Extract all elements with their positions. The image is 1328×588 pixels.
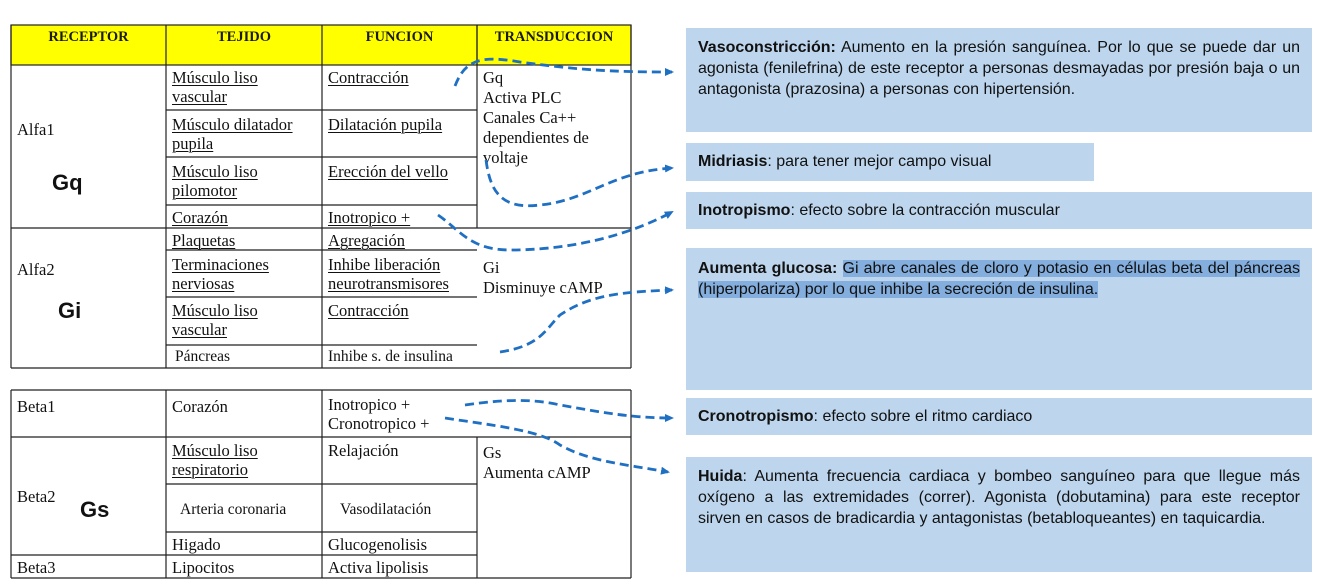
funcion-cell: Vasodilatación <box>340 501 432 518</box>
tejido-cell: Terminaciones nerviosas <box>172 255 269 293</box>
arrow-inotropismo <box>438 212 672 250</box>
tejido-cell: Arteria coronaria <box>180 501 287 518</box>
header-transduccion: TRANSDUCCION <box>494 29 614 45</box>
header-tejido: TEJIDO <box>217 29 271 45</box>
arrow-huida <box>445 418 668 472</box>
tejido-cell: Músculo liso vascular <box>172 68 258 106</box>
tejido-cell: Músculo liso pilomotor <box>172 162 258 200</box>
receptor-beta1: Beta1 <box>17 397 56 416</box>
arrow-cronotropismo <box>465 400 672 418</box>
funcion-cell: Inhibe s. de insulina <box>328 348 453 365</box>
funcion-cell: Erección del vello <box>328 162 449 181</box>
funcion-cell: Agregación <box>328 231 405 250</box>
protein-gq: Gq <box>52 170 83 195</box>
funcion-cell: Inotropico + Cronotropico + <box>328 395 430 433</box>
funcion-cell: Glucogenolisis <box>328 535 427 554</box>
transduccion-cell: Gs Aumenta cAMP <box>483 443 591 482</box>
funcion-cell: Inotropico + <box>328 208 411 227</box>
funcion-cell: Contracción <box>328 68 409 87</box>
receptor-alfa1: Alfa1 <box>17 120 55 139</box>
funcion-cell: Contracción <box>328 301 409 320</box>
tejido-cell: Páncreas <box>175 348 231 365</box>
note-inotropismo: Inotropismo: efecto sobre la contracción muscular <box>686 192 1312 229</box>
tejido-cell: Músculo liso respiratorio <box>172 441 258 479</box>
funcion-cell: Relajación <box>328 441 399 460</box>
receptor-beta2: Beta2 <box>17 487 56 506</box>
protein-gi: Gi <box>58 298 82 323</box>
note-cronotropismo: Cronotropismo: efecto sobre el ritmo cardiaco <box>686 398 1312 435</box>
receptor-alfa2: Alfa2 <box>17 260 55 279</box>
tejido-cell: Músculo liso vascular <box>172 301 258 339</box>
note-huida: Huida: Aumenta frecuencia cardiaca y bombeo sanguíneo para que llegue más oxígeno a las extremidades (correr). Agonista (dobutamina) para este receptor sirven en casos de bradicardia y antagonistas (betabloqueantes) en taquicardia. <box>686 457 1312 572</box>
protein-gs: Gs <box>80 497 110 522</box>
tejido-cell: Higado <box>172 535 221 554</box>
arrow-midriasis <box>486 160 672 206</box>
note-vasoconstriccion: Vasoconstricción: Aumento en la presión sanguínea. Por lo que se puede dar un agonista (fenilefrina) de este receptor a personas desmayadas por presión baja o un antagonista (prazosina) a personas con hipertensión. <box>686 28 1312 132</box>
arrow-vasoconstriccion <box>455 59 672 86</box>
receptor-beta3: Beta3 <box>17 558 56 577</box>
tejido-cell: Músculo dilatador pupila <box>172 115 293 153</box>
tejido-cell: Plaquetas <box>172 231 236 250</box>
highlighted-text: Gi abre canales de cloro y potasio en células beta del páncreas (hiperpolariza) por lo que inhibe la secreción de insulina. <box>698 260 1300 298</box>
funcion-cell: Dilatación pupila <box>328 115 443 134</box>
transduccion-cell: Gq Activa PLC Canales Ca++ dependientes de voltaje <box>483 68 589 167</box>
tejido-cell: Corazón <box>172 397 228 416</box>
header-receptor: RECEPTOR <box>48 29 129 45</box>
transduccion-cell: Gi Disminuye cAMP <box>483 258 603 297</box>
note-aumenta-glucosa: Aumenta glucosa: Gi abre canales de cloro y potasio en células beta del páncreas (hiperpolariza) por lo que inhibe la secreción de insulina. <box>686 248 1312 390</box>
funcion-cell: Activa lipolisis <box>328 558 429 577</box>
note-midriasis: Midriasis: para tener mejor campo visual <box>686 143 1094 181</box>
funcion-cell: Inhibe liberación neurotransmisores <box>328 255 449 293</box>
tejido-cell: Corazón <box>172 208 228 227</box>
tejido-cell: Lipocitos <box>172 558 235 577</box>
arrow-aumenta-glucosa <box>500 290 672 352</box>
header-funcion: FUNCION <box>365 29 434 45</box>
